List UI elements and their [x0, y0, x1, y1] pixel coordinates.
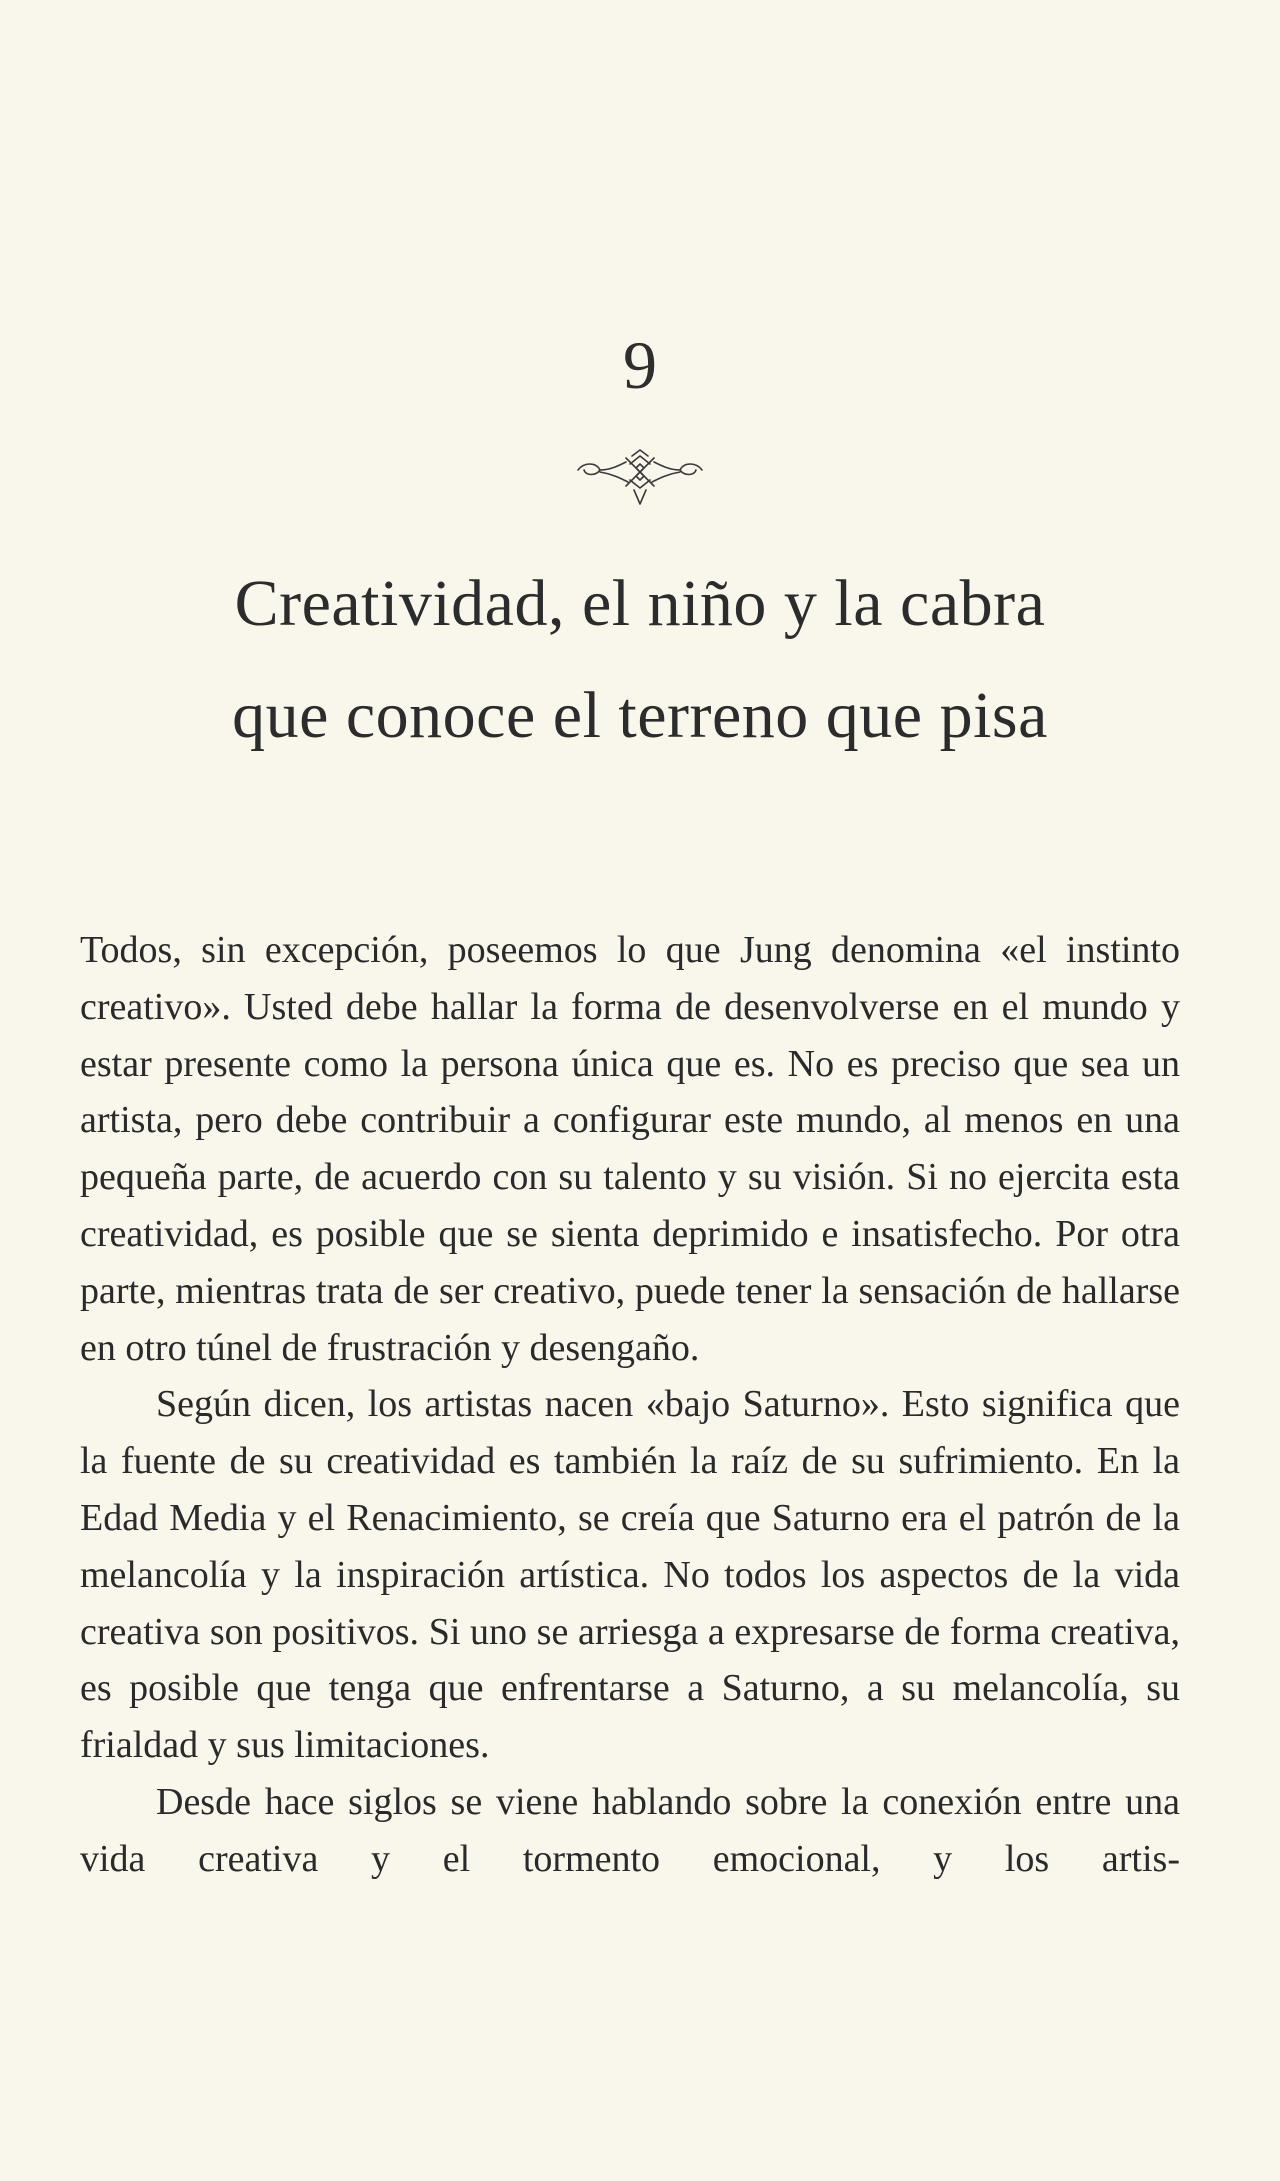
- chapter-title: [80, 548, 1200, 772]
- body-text: [80, 922, 1180, 1888]
- paragraph-1: Todos, sin excepción, poseemos lo que Jung denomina «el instinto creativo». Usted debe hallar la forma de desenvolverse en el mundo y estar presente como la persona única que es. No es preciso que sea un artista, pero debe contribuir a configurar este mundo, al menos en una pequeña parte, de acuerdo con su talento y su visión. Si no ejercita esta creatividad, es posible que se sienta deprimido e insatisfecho. Por otra parte, mientras trata de ser creativo, puede tener la sensación de hallarse en otro túnel de frustración y desengaño.: [80, 929, 1180, 1369]
- chapter-title-line-1: Creatividad, el niño y la cabra: [234, 567, 1046, 640]
- chapter-title-line-2: que conoce el terreno que pisa: [232, 679, 1048, 752]
- paragraph-2: Según dicen, los artistas nacen «bajo Saturno». Esto significa que la fuente de su creatividad es también la raíz de su sufrimiento. En la Edad Media y el Renacimiento, se creía que Saturno era el patrón de la melancolía y la inspiración artística. No todos los aspectos de la vida creativa son positivos. Si uno se arriesga a expresarse de forma creativa, es posible que tenga que enfrentarse a Saturno, a su melancolía, su frialdad y sus limitaciones.: [80, 1383, 1180, 1767]
- chapter-number: 9: [623, 327, 657, 403]
- fleuron-ornament-icon: [570, 448, 710, 508]
- paragraph-3: Desde hace siglos se viene hablando sobre la conexión entre una vida creativa y el tormento emocional, y los artis-: [80, 1780, 1180, 1880]
